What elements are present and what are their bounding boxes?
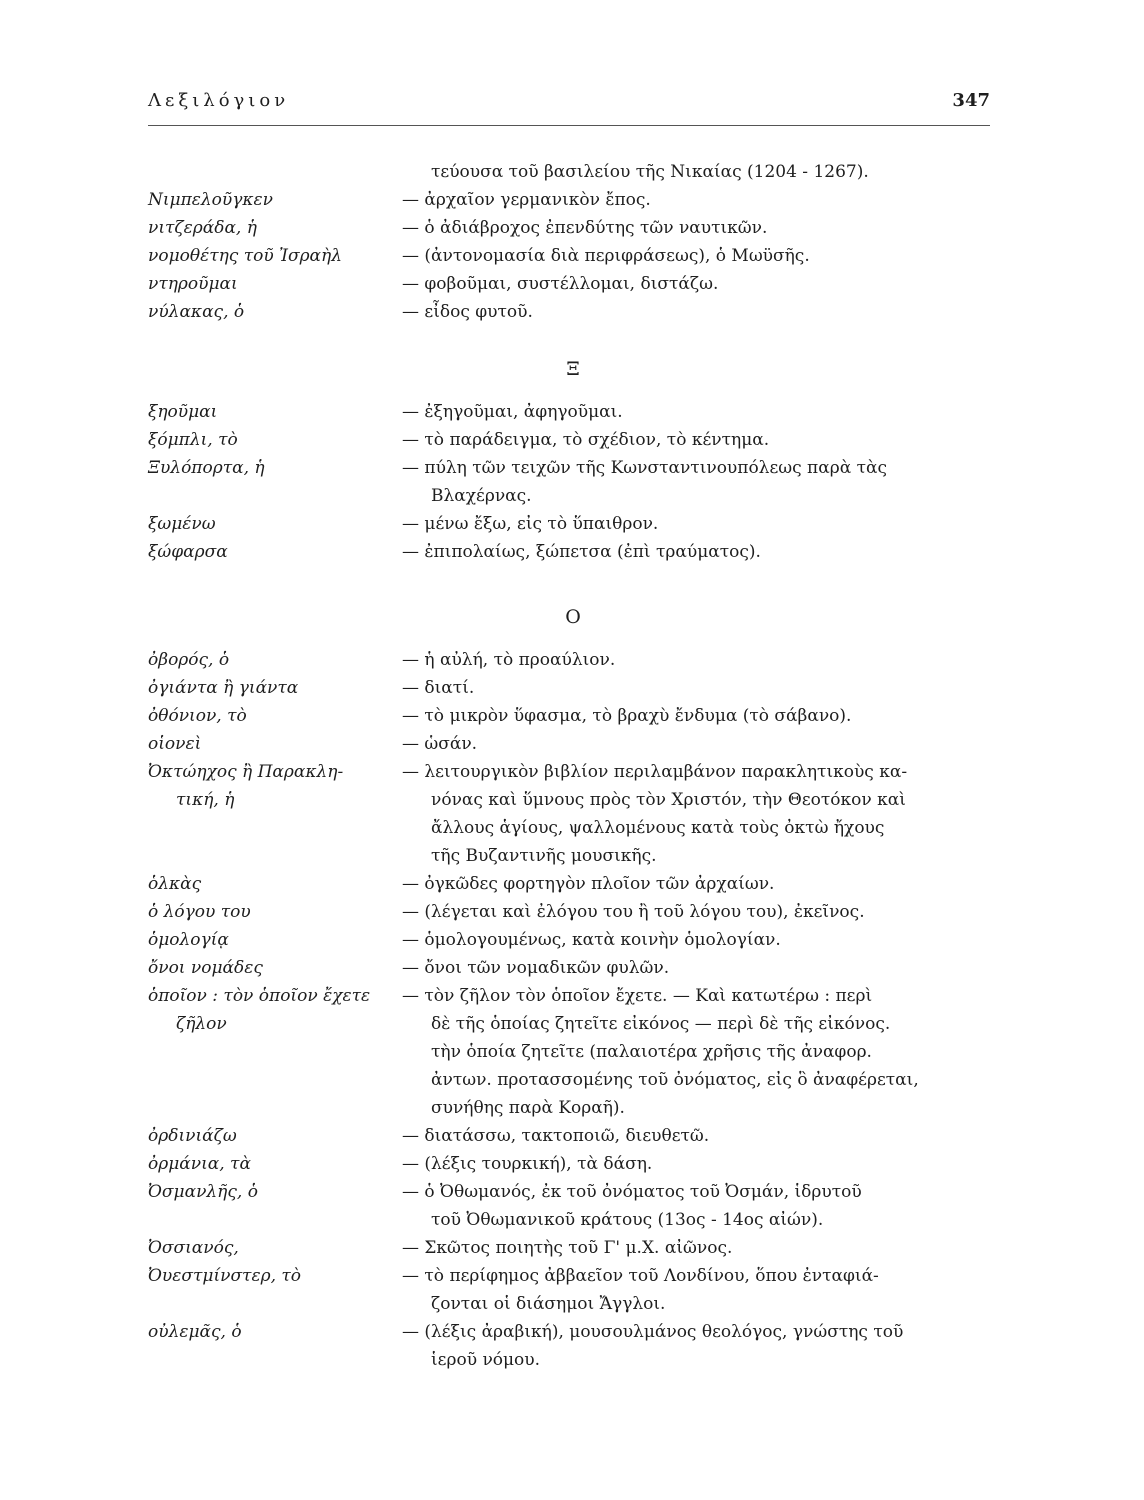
- entry-definition: — ὁμολογουμένως, κατὰ κοινὴν ὁμολογίαν.: [402, 930, 781, 950]
- entry-definition: — ὁ ἀδιάβροχος ἐπενδύτης τῶν ναυτικῶν.: [402, 218, 768, 238]
- section-letter-omicron: Ο: [565, 606, 581, 628]
- entry-definition: — ἀρχαῖον γερμανικὸν ἔπος.: [402, 190, 651, 210]
- entry-definition: συνήθης παρὰ Κοραῆ).: [431, 1098, 625, 1118]
- entry-definition: — ὀγκῶδες φορτηγὸν πλοῖον τῶν ἀρχαίων.: [402, 874, 775, 894]
- entry-definition: — ὡσάν.: [402, 734, 478, 754]
- entry-headword: Ὀκτώηχος ἢ Παρακλη-: [148, 762, 344, 782]
- entry-definition: — τὸ μικρὸν ὕφασμα, τὸ βραχὺ ἔνδυμα (τὸ σάβανο).: [402, 706, 852, 726]
- entry-headword: ξωμένω: [148, 514, 216, 534]
- entry-headword: ὁλκὰς: [148, 874, 202, 894]
- entry-headword: νύλακας, ὁ: [148, 302, 245, 322]
- entry-headword: ζῆλον: [176, 1014, 227, 1034]
- entry-definition: — ἐξηγοῦμαι, ἀφηγοῦμαι.: [402, 402, 623, 422]
- entry-definition: — εἶδος φυτοῦ.: [402, 302, 533, 322]
- entry-headword: ξόμπλι, τὸ: [148, 430, 238, 450]
- entry-definition: — ὄνοι τῶν νομαδικῶν φυλῶν.: [402, 958, 670, 978]
- entry-definition: ἀντων. προτασσομένης τοῦ ὀνόματος, εἰς ὃ ἀναφέρεται,: [431, 1070, 919, 1090]
- entry-definition: δὲ τῆς ὁποίας ζητεῖτε εἰκόνος — περὶ δὲ τῆς εἰκόνος.: [431, 1014, 891, 1034]
- entry-headword: Ὀυεστμίνστερ, τὸ: [148, 1266, 302, 1286]
- entry-headword: ὀρμάνια, τὰ: [148, 1154, 251, 1174]
- entry-headword: ὄνοι νομάδες: [148, 958, 263, 978]
- entry-definition: — λειτουργικὸν βιβλίον περιλαμβάνον παρακλητικοὺς κα-: [402, 762, 908, 782]
- entry-headword: οἱονεὶ: [148, 734, 202, 754]
- entry-headword: Ξυλόπορτα, ἡ: [148, 458, 265, 478]
- entry-definition: — ἐπιπολαίως, ξώπετσα (ἐπὶ τραύματος).: [402, 542, 761, 562]
- entry-definition: — (λέγεται καὶ ἐλόγου του ἢ τοῦ λόγου του), ἐκεῖνος.: [402, 902, 865, 922]
- entry-definition: τοῦ Ὀθωμανικοῦ κράτους (13ος - 14ος αἰών).: [431, 1210, 824, 1230]
- entry-headword: νιτζεράδα, ἡ: [148, 218, 257, 238]
- entry-definition: — (λέξις τουρκική), τὰ δάση.: [402, 1154, 653, 1174]
- page-number: 347: [952, 90, 990, 111]
- entry-definition: — (λέξις ἀραβική), μουσουλμάνος θεολόγος, γνώστης τοῦ: [402, 1322, 904, 1342]
- entry-definition: — πύλη τῶν τειχῶν τῆς Κωνσταντινουπόλεως παρὰ τὰς: [402, 458, 887, 478]
- entry-definition: ἱεροῦ νόμου.: [431, 1350, 541, 1370]
- entry-headword: Ὀσμανλῆς, ὁ: [148, 1182, 258, 1202]
- entry-definition: — ἡ αὐλή, τὸ προαύλιον.: [402, 650, 616, 670]
- entry-definition: — τὸ παράδειγμα, τὸ σχέδιον, τὸ κέντημα.: [402, 430, 770, 450]
- entry-headword: Νιμπελοῦγκεν: [148, 190, 273, 210]
- entry-definition: — (ἀντονομασία διὰ περιφράσεως), ὁ Μωϋσῆς.: [402, 246, 810, 266]
- entry-definition: ζονται οἱ διάσημοι Ἄγγλοι.: [431, 1294, 666, 1314]
- entry-definition: — διατί.: [402, 678, 475, 698]
- entry-definition: τεύουσα τοῦ βασιλείου τῆς Νικαίας (1204 - 1267).: [431, 162, 869, 182]
- running-title: Λεξιλόγιον: [148, 90, 290, 111]
- entry-definition: νόνας καὶ ὕμνους πρὸς τὸν Χριστόν, τὴν Θεοτόκον καὶ: [431, 790, 906, 810]
- header-rule: [148, 125, 990, 126]
- entry-definition: — τὸ περίφημος ἀββαεῖον τοῦ Λονδίνου, ὅπου ἐνταφιά-: [402, 1266, 879, 1286]
- entry-definition: — ὁ Ὀθωμανός, ἐκ τοῦ ὀνόματος τοῦ Ὀσμάν, ἱδρυτοῦ: [402, 1182, 862, 1202]
- entry-definition: — διατάσσω, τακτοποιῶ, διευθετῶ.: [402, 1126, 710, 1146]
- entry-headword: οὐλεμᾶς, ὁ: [148, 1322, 242, 1342]
- entry-definition: — Σκῶτος ποιητὴς τοῦ Γ' μ.Χ. αἰῶνος.: [402, 1238, 733, 1258]
- entry-headword: ξώφαρσα: [148, 542, 228, 562]
- entry-headword: ὀρδινιάζω: [148, 1126, 237, 1146]
- entry-headword: νομοθέτης τοῦ Ἰσραὴλ: [148, 246, 342, 266]
- entry-headword: ὀβορός, ὁ: [148, 650, 230, 670]
- entry-definition: — μένω ἔξω, εἰς τὸ ὕπαιθρον.: [402, 514, 659, 534]
- entry-headword: ὁ λόγου του: [148, 902, 251, 922]
- entry-headword: τική, ἡ: [176, 790, 235, 810]
- page-header: [148, 86, 990, 120]
- entry-definition: ἄλλους ἁγίους, ψαλλομένους κατὰ τοὺς ὀκτὼ ἤχους: [431, 818, 885, 838]
- entry-headword: ντηροῦμαι: [148, 274, 238, 294]
- entry-definition: — τὸν ζῆλον τὸν ὁποῖον ἔχετε. — Καὶ κατωτέρω : περὶ: [402, 986, 873, 1006]
- entry-headword: ὁμολογίᾳ: [148, 930, 229, 950]
- entry-definition: — φοβοῦμαι, συστέλλομαι, διστάζω.: [402, 274, 719, 294]
- entry-headword: ὁποῖον : τὸν ὁποῖον ἔχετε: [148, 986, 371, 1006]
- entry-definition: Βλαχέρνας.: [431, 486, 532, 506]
- entry-definition: τῆς Βυζαντινῆς μουσικῆς.: [431, 846, 657, 866]
- section-letter-xi: Ξ: [566, 358, 580, 380]
- entry-headword: ξηοῦμαι: [148, 402, 218, 422]
- entry-headword: ὀγιάντα ἢ γιάντα: [148, 678, 299, 698]
- entry-headword: ὀθόνιον, τὸ: [148, 706, 247, 726]
- entry-headword: Ὀσσιανός,: [148, 1238, 239, 1258]
- entry-definition: τὴν ὁποία ζητεῖτε (παλαιοτέρα χρῆσις τῆς ἀναφορ.: [431, 1042, 872, 1062]
